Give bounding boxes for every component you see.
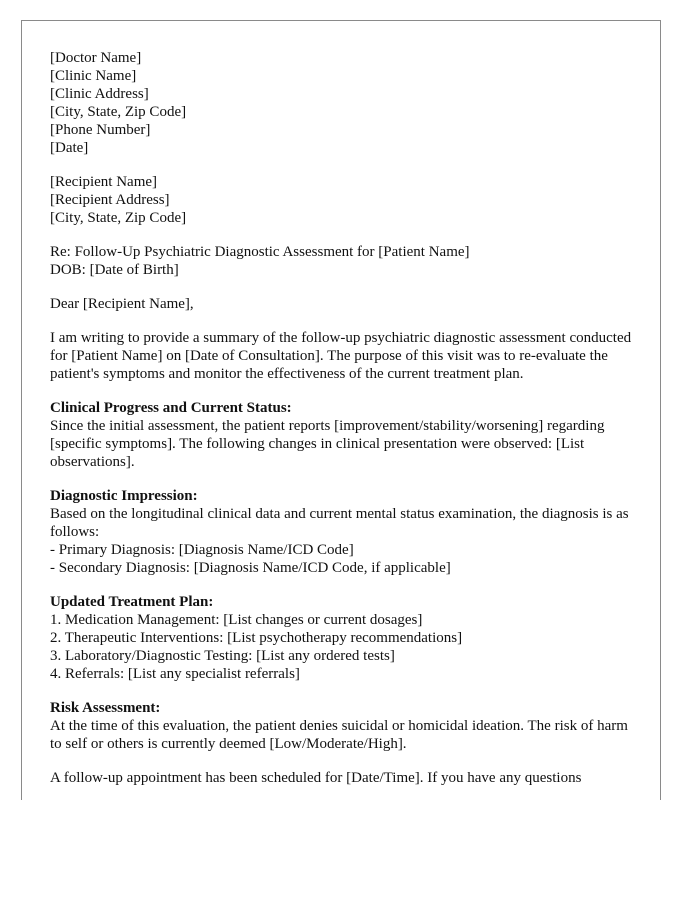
treatment-plan-section — [50, 593, 640, 683]
clinical-progress-heading: Clinical Progress and Current Status: — [50, 400, 292, 416]
recipient-address: [Recipient Address] — [50, 192, 170, 208]
risk-assessment-body: At the time of this evaluation, the patient denies suicidal or homicidal ideation. The risk of harm to self or others is currently deemed [Low/Moderate/High]. — [50, 718, 628, 752]
clinical-progress-body: Since the initial assessment, the patient reports [improvement/stability/worsening] regarding [specific symptoms]. The following changes in clinical presentation were observed: [List observations]. — [50, 418, 605, 470]
salutation: Dear [Recipient Name], — [50, 296, 194, 312]
recipient-block — [50, 173, 640, 227]
subject-line: Re: Follow-Up Psychiatric Diagnostic Assessment for [Patient Name] — [50, 244, 470, 260]
clinic-address: [Clinic Address] — [50, 86, 149, 102]
letter-page — [21, 20, 661, 800]
letter-date: [Date] — [50, 140, 89, 156]
secondary-diagnosis: - Secondary Diagnosis: [Diagnosis Name/ICD Code, if applicable] — [50, 560, 451, 576]
diagnostic-impression-heading: Diagnostic Impression: — [50, 488, 198, 504]
treatment-item-medication: 1. Medication Management: [List changes or current dosages] — [50, 612, 423, 628]
patient-dob: DOB: [Date of Birth] — [50, 262, 179, 278]
sender-city-state-zip: [City, State, Zip Code] — [50, 104, 187, 120]
recipient-name: [Recipient Name] — [50, 174, 158, 190]
treatment-item-referrals: 4. Referrals: [List any specialist referrals] — [50, 666, 300, 682]
phone-number: [Phone Number] — [50, 122, 151, 138]
clinical-progress-section — [50, 399, 640, 471]
diagnostic-impression-section — [50, 487, 640, 577]
treatment-plan-heading: Updated Treatment Plan: — [50, 594, 214, 610]
diagnostic-impression-body: Based on the longitudinal clinical data and current mental status examination, the diagnosis is as follows: — [50, 506, 629, 540]
subject-block — [50, 243, 640, 279]
clinic-name: [Clinic Name] — [50, 68, 137, 84]
intro-paragraph: I am writing to provide a summary of the follow-up psychiatric diagnostic assessment conducted for [Patient Name] on [Date of Consultation]. The purpose of this visit was to re-evaluate the patient's symptoms and monitor the effectiveness of the current treatment plan. — [50, 330, 632, 382]
letter-content — [50, 49, 640, 800]
primary-diagnosis: - Primary Diagnosis: [Diagnosis Name/ICD Code] — [50, 542, 354, 558]
treatment-item-therapy: 2. Therapeutic Interventions: [List psychotherapy recommendations] — [50, 630, 463, 646]
treatment-item-testing: 3. Laboratory/Diagnostic Testing: [List any ordered tests] — [50, 648, 395, 664]
recipient-city-state-zip: [City, State, Zip Code] — [50, 210, 187, 226]
risk-assessment-section — [50, 699, 640, 753]
risk-assessment-heading: Risk Assessment: — [50, 700, 161, 716]
closing-paragraph: A follow-up appointment has been scheduled for [Date/Time]. If you have any questions — [50, 770, 582, 786]
sender-block — [50, 49, 640, 157]
doctor-name: [Doctor Name] — [50, 50, 142, 66]
